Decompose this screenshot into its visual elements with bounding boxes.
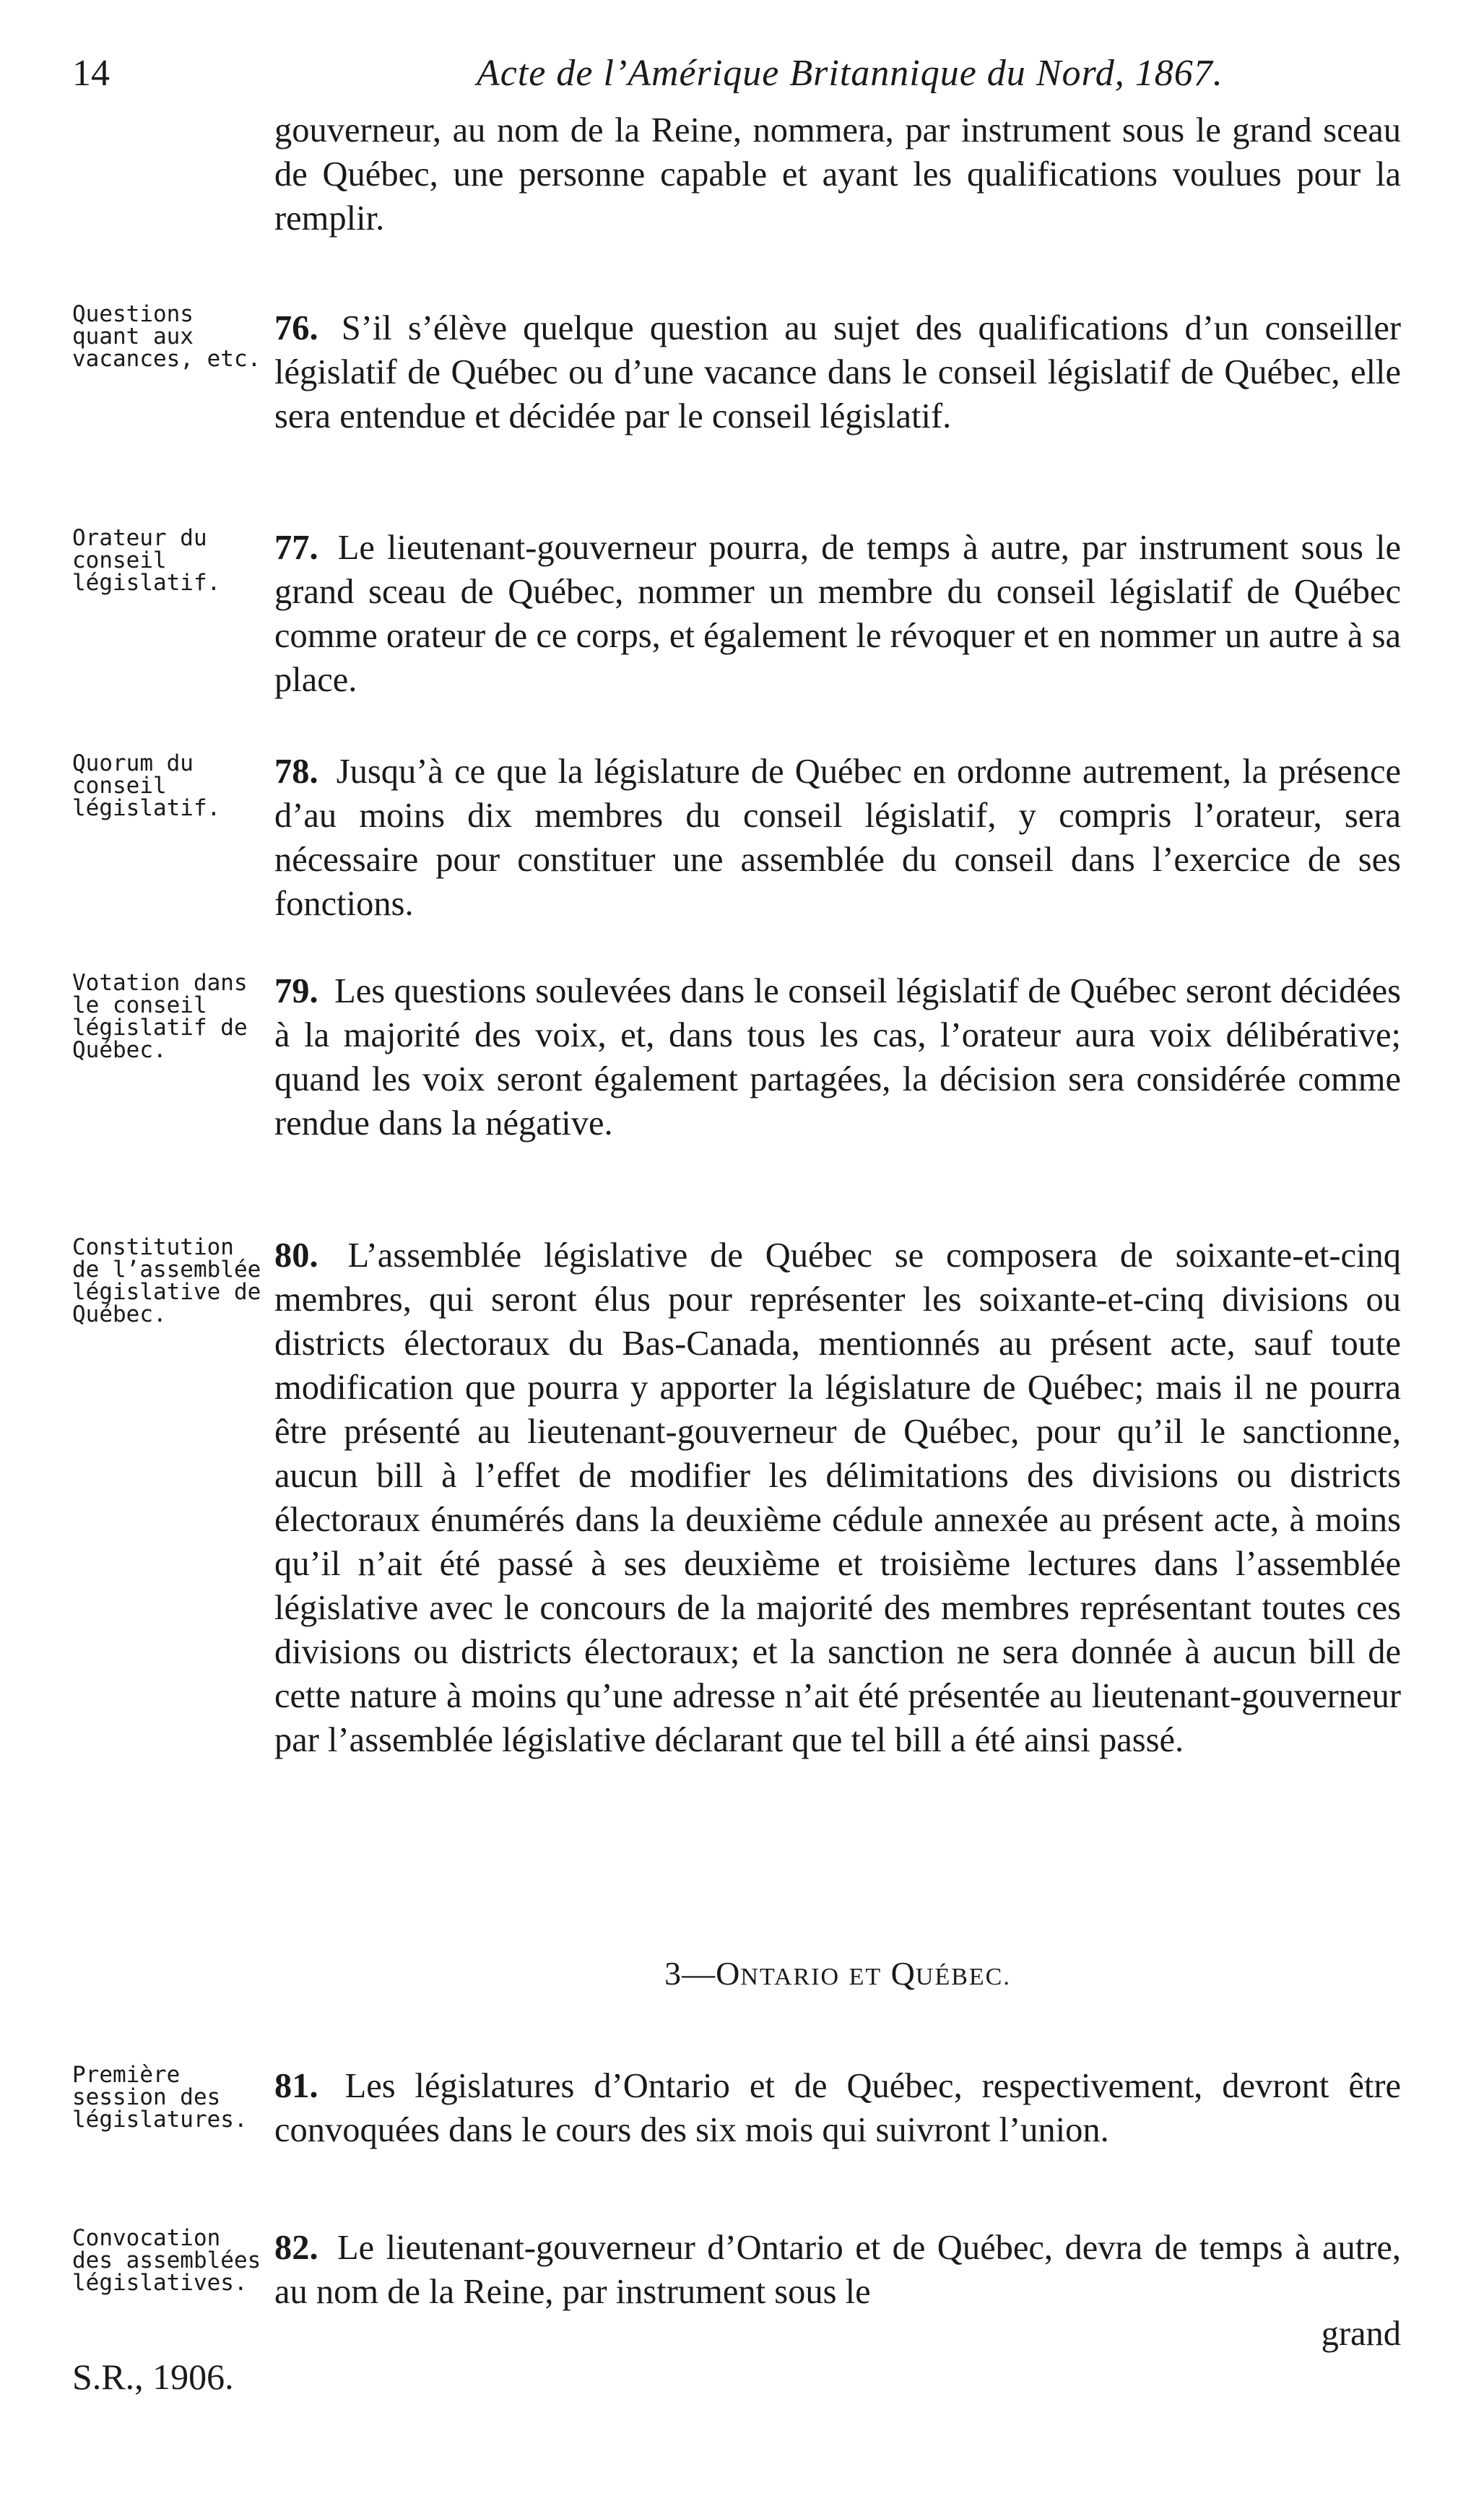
section-number: 78. (274, 753, 318, 791)
section-text: Le lieutenant-gouverneur pourra, de temps à autre, par instrument sous le grand sceau de Québec, nommer un membre du conseil législatif de Québec comme orateur de ce corps, et également le révoquer et en nommer un autre à sa place. (274, 529, 1401, 699)
heading-initial-2: Q (890, 1955, 916, 1992)
section-text: L’assemblée législative de Québec se composera de soixante-et-cinq membres, qui seront élus pour représenter les soixante-et-cinq divisions ou districts électoraux du Bas-Canada, mentionnés au présent acte, sauf toute modification que pourra y apporter la législature de Québec; mais il ne pourra être présenté au lieutenant-gouverneur de Québec, pour qu’il le sanctionne, aucun bill à l’effet de modifier les délimitations des divisions ou districts électoraux énumérés dans la deuxième cédule annexée au présent acte, à moins qu’il n’ait été passé à ses deuxième et troisième lectures dans l’assemblée législative avec le concours de la majorité des membres représentant toutes ces divisions ou districts électoraux; et la sanction ne sera donnée à aucun bill de cette nature à moins qu’une adresse n’ait été présentée au lieutenant-gouverneur par l’assemblée législative déclarant que tel bill a été ainsi passé. (274, 1236, 1402, 1759)
section-78 (274, 750, 1401, 926)
page-number: 14 (72, 53, 110, 94)
section-82 (274, 2226, 1401, 2314)
marginal-note-80: Constitution de l’assemblée législative de Québec. (72, 1234, 261, 1327)
heading-word-2: UÉBEC. (915, 1964, 1011, 1990)
heading-prefix: 3— (664, 1955, 716, 1992)
heading-initial-1: O (716, 1955, 741, 1992)
marginal-note-82: Convocation des assemblées législatives. (72, 2225, 261, 2296)
marginal-note-77: Orateur du conseil législatif. (72, 525, 221, 596)
part-heading (274, 1954, 1401, 1993)
section-81 (274, 2064, 1401, 2152)
section-number: 80. (274, 1236, 318, 1275)
heading-joiner: ET (849, 1964, 882, 1990)
section-number: 79. (274, 972, 318, 1010)
marginal-note-76: Questions quant aux vacances, etc. (72, 301, 261, 372)
section-text: S’il s’élève quelque question au sujet des qualifications d’un conseiller législatif de Québec ou d’une vacance dans le conseil législatif de Québec, elle sera entendue et décidée par le conseil législatif. (274, 309, 1401, 435)
marginal-note-78: Quorum du conseil législatif. (72, 750, 221, 821)
running-title: Acte de l’Amérique Britannique du Nord, 1867. (477, 53, 1223, 94)
section-number: 82. (274, 2229, 318, 2267)
marginal-note-81: Première session des législatures. (72, 2062, 248, 2133)
section-number: 81. (274, 2067, 318, 2105)
section-76 (274, 306, 1401, 438)
footer-reference: S.R., 1906. (72, 2357, 234, 2397)
section-number: 76. (274, 309, 318, 347)
section-text: Jusqu’à ce que la législature de Québec en ordonne autrement, la présence d’au moins dix membres du conseil législatif, y compris l’orateur, sera nécessaire pour constituer une assemblée du conseil dans l’exercice de ses fonctions. (274, 753, 1401, 923)
marginal-note-79: Votation dans le conseil législatif de Québec. (72, 970, 248, 1063)
section-77 (274, 526, 1401, 702)
section-80 (274, 1234, 1401, 1762)
section-text: Les législatures d’Ontario et de Québec, respectivement, devront être convoquées dans le cours des six mois qui suivront l’union. (274, 2067, 1402, 2149)
heading-word-1: NTARIO (740, 1964, 841, 1990)
section-number: 77. (274, 529, 318, 567)
running-header (72, 52, 1401, 103)
section-text: Les questions soulevées dans le conseil législatif de Québec seront décidées à la majorité des voix, et, dans tous les cas, l’orateur aura voix délibérative; quand les voix seront également partagées, la décision sera considérée comme rendue dans la négative. (274, 972, 1402, 1143)
section-text: Le lieutenant-gouverneur d’Ontario et de Québec, devra de temps à autre, au nom de la Reine, par instrument sous le (274, 2229, 1401, 2311)
section-79 (274, 969, 1401, 1145)
catchword: grand (1321, 2315, 1401, 2353)
continued-paragraph: gouverneur, au nom de la Reine, nommera, par instrument sous le grand sceau de Québec, une personne capable et ayant les qualifications voulues pour la remplir. (274, 111, 1401, 238)
